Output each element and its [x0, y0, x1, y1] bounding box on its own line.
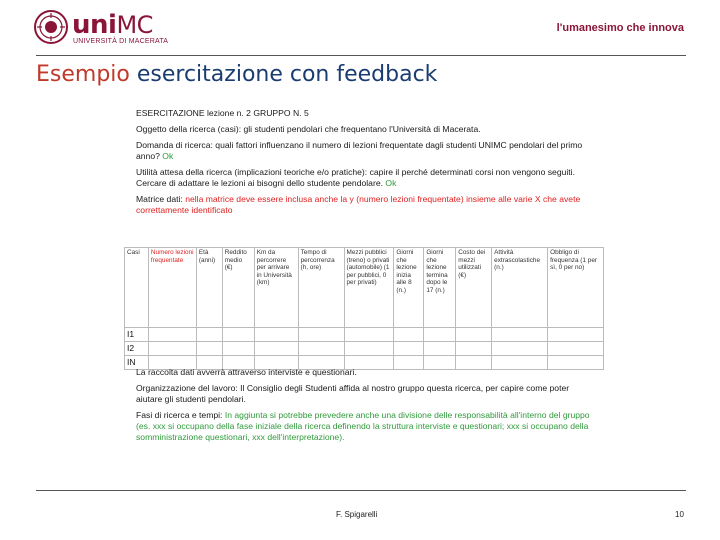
data-matrix-table: [124, 247, 604, 370]
utilita-paragraph: [136, 167, 596, 189]
oggetto-paragraph: Oggetto della ricerca (casi): gli studenti pendolari che frequentano l'Università di Macerata.: [136, 124, 481, 134]
row-label: I1: [125, 328, 149, 342]
page-number: 10: [675, 510, 684, 519]
row-label: IN: [125, 356, 149, 370]
matrice-label: Matrice dati:: [136, 194, 186, 204]
table-header-cell: Km da percorrere per arrivare in Università (km): [254, 248, 298, 328]
domanda-text: Domanda di ricerca: quali fattori influenzano il numero di lezioni frequentate dagli studenti UNIMC pendolari del primo anno?: [136, 140, 583, 161]
table-row: [125, 328, 604, 342]
exercise-document-continued: [136, 367, 596, 448]
raccolta-paragraph: La raccolta dati avverrà attraverso interviste e questionari.: [136, 367, 357, 377]
table-header-cell: Reddito medio (€): [222, 248, 254, 328]
utilita-text: Utilità attesa della ricerca (implicazioni teoriche e/o pratiche): capire il perché determinati corsi non vengono seguiti. Cercare di adattare le lezioni ai bisogni dello studente pendolare.: [136, 167, 575, 188]
exercise-heading: ESERCITAZIONE lezione n. 2 GRUPPO N. 5: [136, 108, 309, 118]
table-row: [125, 342, 604, 356]
table-header-cell: Tempo di percorrenza (h, ore): [298, 248, 344, 328]
row-label: I2: [125, 342, 149, 356]
table-header-row: [125, 248, 604, 328]
table-header-cell: Obbligo di frequenza (1 per sì, 0 per no): [548, 248, 604, 328]
fasi-label: Fasi di ricerca e tempi:: [136, 410, 225, 420]
organizzazione-paragraph: Organizzazione del lavoro: Il Consiglio degli Studenti affida al nostro gruppo questa ricerca, per capire come poter aiutare gli studenti pendolari.: [136, 383, 570, 404]
fasi-paragraph: [136, 410, 596, 443]
table-header-cell: Numero lezioni frequentate: [148, 248, 196, 328]
table-header-cell: Attività extrascolastiche (n.): [492, 248, 548, 328]
logo-wordmark: uniMC: [72, 10, 153, 40]
slide-title-rest: esercitazione con feedback: [129, 62, 438, 87]
table-header-cell: Mezzi pubblici (treno) o privati (automobile) (1 per pubblici, 0 per privati): [344, 248, 394, 328]
utilita-ok: Ok: [383, 178, 397, 188]
table-header-cell: Costo dei mezzi utilizzati (€): [456, 248, 492, 328]
logo-subtitle: UNIVERSITÀ DI MACERATA: [73, 38, 169, 45]
header-divider: [36, 55, 686, 56]
matrice-paragraph: [136, 194, 596, 216]
slide-title: [36, 62, 437, 87]
table-header-cell: Giorni che lezione termina dopo le 17 (n.): [424, 248, 456, 328]
exercise-document: [136, 108, 596, 221]
table-header-cell: Casi: [125, 248, 149, 328]
unimc-logo: [34, 10, 174, 46]
footer-divider: [36, 490, 686, 491]
university-seal-icon: [34, 10, 68, 44]
footer-author: F. Spigarelli: [336, 510, 378, 519]
table-header-cell: Età (anni): [196, 248, 222, 328]
matrice-feedback: nella matrice deve essere inclusa anche la y (numero lezioni frequentate) insieme alle varie X che avete correttamente identificato: [136, 194, 581, 215]
tagline: l'umanesimo che innova: [556, 22, 684, 34]
slide-title-accent: Esempio: [36, 62, 130, 87]
domanda-paragraph: [136, 140, 596, 162]
table-header-cell: Giorni che lezione inizia alle 8 (n.): [394, 248, 424, 328]
fasi-feedback: In aggiunta si potrebbe prevedere anche una divisione delle responsabilità all'interno del gruppo (es. xxx si occupano della fase iniziale della ricerca definendo la struttura interviste e questionari; xxx si occupano della somministrazione questionari, xxx dell'interpretazione).: [136, 410, 590, 442]
domanda-ok: Ok: [159, 151, 174, 161]
